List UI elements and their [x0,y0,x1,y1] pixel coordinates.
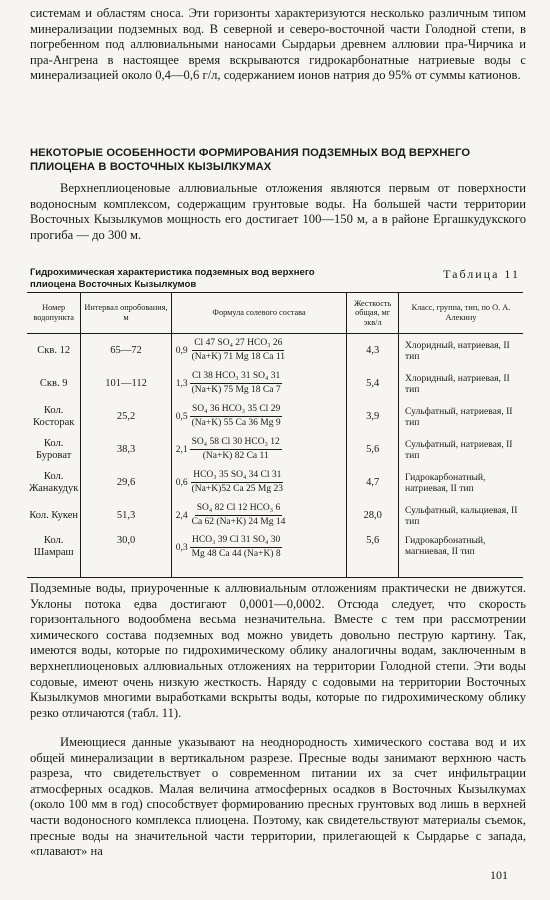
cell-formula [171,433,347,466]
formula-cations: (Na+K) 82 Ca 11 [202,451,269,461]
formula-cations: (Na+K) 55 Ca 36 Mg 9 [191,418,281,428]
cell-well: Кол. Жанакудук [29,470,79,494]
section-heading: НЕКОТОРЫЕ ОСОБЕННОСТИ ФОРМИРОВАНИЯ ПОДЗЕМНЫХ ВОД ВЕРХНЕГО ПЛИОЦЕНА В ВОСТОЧНЫХ КЫЗЫЛКУМАХ [30,147,471,173]
formula-coefficient: 1,3 [175,378,188,389]
formula-cations: Ca 62 (Na+K) 24 Mg 14 [191,517,286,527]
header-class: Класс, группа, тип, по О. А. Алекину [398,293,523,334]
cell-formula [171,367,347,400]
cell-well: Скв. 9 [39,377,68,389]
cell-formula [171,499,347,532]
table-row [27,367,523,400]
cell-formula [171,400,347,433]
table-row [27,334,523,368]
salt-formula [176,404,283,429]
cell-hardness: 4,3 [347,334,399,368]
cell-well: Скв. 12 [37,344,71,356]
salt-formula [176,437,282,462]
table-row [27,433,523,466]
formula-fraction [190,404,283,429]
formula-cations: (Na+K) 71 Mg 18 Ca 11 [191,352,286,362]
table-row [27,499,523,532]
formula-anions: SO₄ 36 HCO₃ 35 Cl 29 [190,404,282,417]
cell-hardness: 4,7 [347,466,399,499]
paragraph-1: системам и областям сноса. Эти горизонты характеризуются несколько различным типом минерализации подземных вод. В северной и северо-восточной части Голодной степи, в погребенном под аллювиальными наносами Сырдарьи древнем аллювии пра-Чирчика и пра-Ангрена в настоящее время вскрываются гидрокарбонатные натриевые воды с минерализацией около 0,4—0,6 г/л, содержанием ионов натрия до 95% от суммы катионов. [30,6,526,83]
paragraph-3: Подземные воды, приуроченные к аллювиальным отложениям практически не движутся. Уклоны потока едва достигают 0,0001—0,0002. Отсюда следует, что скорость горизонтального водообмена весьма незначительна. Вместе с тем при рассмотрении химического состава подземных вод можно увидеть довольно пеструю картину. Так, имеются воды, которые по гидрохимическому облику аналогичны водам, заключенным в верхнеплиоценовых аллювиальных отложениях на территории Голодной степи. Эти воды содовые, имеют очень низкую жесткость. Наряду с содовыми на территории Восточных Кызылкумов многими выработками вскрыты воды, которые по гидрохимическому облику резко отличаются (табл. 11). [30,581,526,720]
cell-interval: 30,0 [81,532,171,578]
cell-well: Кол. Шамраш [33,535,74,558]
cell-class: Хлоридный, натриевая, II тип [398,334,523,368]
formula-coefficient: 2,1 [175,444,188,455]
cell-interval: 101—112 [81,367,171,400]
cell-class: Сульфатный, кальциевая, II тип [398,499,523,532]
cell-well: Кол. Косторак [32,404,75,428]
formula-fraction [190,470,285,495]
formula-cations: (Na+K) 75 Mg 18 Ca 7 [191,385,281,395]
formula-coefficient: 0,3 [175,542,188,553]
formula-anions: HCO₃ 35 SO₄ 34 Cl 31 [191,470,283,483]
hydrochemistry-table [27,292,523,578]
formula-cations: (Na+K)52 Ca 25 Mg 23 [191,484,283,494]
cell-well: Кол. Кукен [29,509,78,521]
formula-anions: SO₄ 82 Cl 12 HCO₃ 6 [195,503,282,516]
cell-hardness: 5,6 [347,532,399,578]
formula-fraction [190,371,283,396]
salt-formula [176,503,288,528]
cell-class: Гидрокарбонатный, магниевая, II тип [398,532,523,578]
salt-formula [176,535,283,560]
cell-formula [171,466,347,499]
cell-hardness: 5,4 [347,367,399,400]
cell-interval: 25,2 [81,400,171,433]
formula-coefficient: 2,4 [175,510,188,521]
cell-class: Сульфатный, натриевая, II тип [398,400,523,433]
cell-interval: 65—72 [81,334,171,368]
salt-formula [176,338,287,363]
formula-anions: Cl 38 HCO₃ 31 SO₄ 31 [190,371,282,384]
salt-formula [176,371,283,396]
formula-coefficient: 0,5 [175,411,188,422]
salt-formula [176,470,285,495]
header-interval: Интервал опробования, м [81,293,171,334]
formula-fraction [190,503,288,528]
cell-formula [171,532,347,578]
table-row [27,466,523,499]
cell-class: Хлоридный, натриевая, II тип [398,367,523,400]
table-number: Таблица 11 [443,267,520,281]
formula-coefficient: 0,9 [175,345,188,356]
table-header-row [27,293,523,334]
cell-well: Кол. Буроват [35,437,72,461]
table-row [27,532,523,578]
formula-fraction [190,338,287,363]
formula-anions: Cl 47 SO₄ 27 HCO₃ 26 [192,338,284,351]
cell-hardness: 28,0 [347,499,399,532]
table-row [27,400,523,433]
table-caption: Гидрохимическая характеристика подземных вод верхнего плиоцена Восточных Кызылкумов [30,267,315,290]
formula-fraction [190,535,283,560]
formula-coefficient: 0,6 [175,477,188,488]
cell-hardness: 5,6 [347,433,399,466]
formula-fraction [190,437,282,462]
paragraph-2: Верхнеплиоценовые аллювиальные отложения являются первым от поверхности водоносным комплексом, содержащим грунтовые воды. На большей части территории Восточных Кызылкумов мощность его достигает 100—150 м, а в районе Ергашкудукского прогиба — до 300 м. [30,181,526,242]
header-formula: Формула солевого состава [171,293,347,334]
cell-formula [171,334,347,368]
header-well: Номер водопункта [27,293,81,334]
cell-hardness: 3,9 [347,400,399,433]
cell-interval: 38,3 [81,433,171,466]
formula-anions: HCO₃ 39 Cl 31 SO₄ 30 [190,535,282,548]
cell-class: Сульфатный, натриевая, II тип [398,433,523,466]
formula-anions: SO₄ 58 Cl 30 HCO₃ 12 [190,437,282,450]
cell-interval: 51,3 [81,499,171,532]
page-number: 101 [490,868,508,882]
formula-cations: Mg 48 Ca 44 (Na+K) 8 [191,549,281,559]
paragraph-4: Имеющиеся данные указывают на неоднородность химического состава вод и их общей минерализации в вертикальном разрезе. Пресные воды занимают верхнюю часть разреза, что свидетельствует о современном питании их за счет инфильтрации атмосферных осадков. Малая величина атмосферных осадков в Восточных Кызылкумах (около 100 мм в год) способствует формированию пресных грунтовых вод лишь в верхней части водоносного комплекса плиоцена. Поэтому, как свидетельствуют материалы съемок, пресные воды на значительной части территории, прилегающей к Сырдарье с запада, «плавают» на [30,735,526,859]
cell-interval: 29,6 [81,466,171,499]
header-hardness: Жесткость общая, мг экв/л [347,293,399,334]
cell-class: Гидрокарбонатный, натриевая, II тип [398,466,523,499]
